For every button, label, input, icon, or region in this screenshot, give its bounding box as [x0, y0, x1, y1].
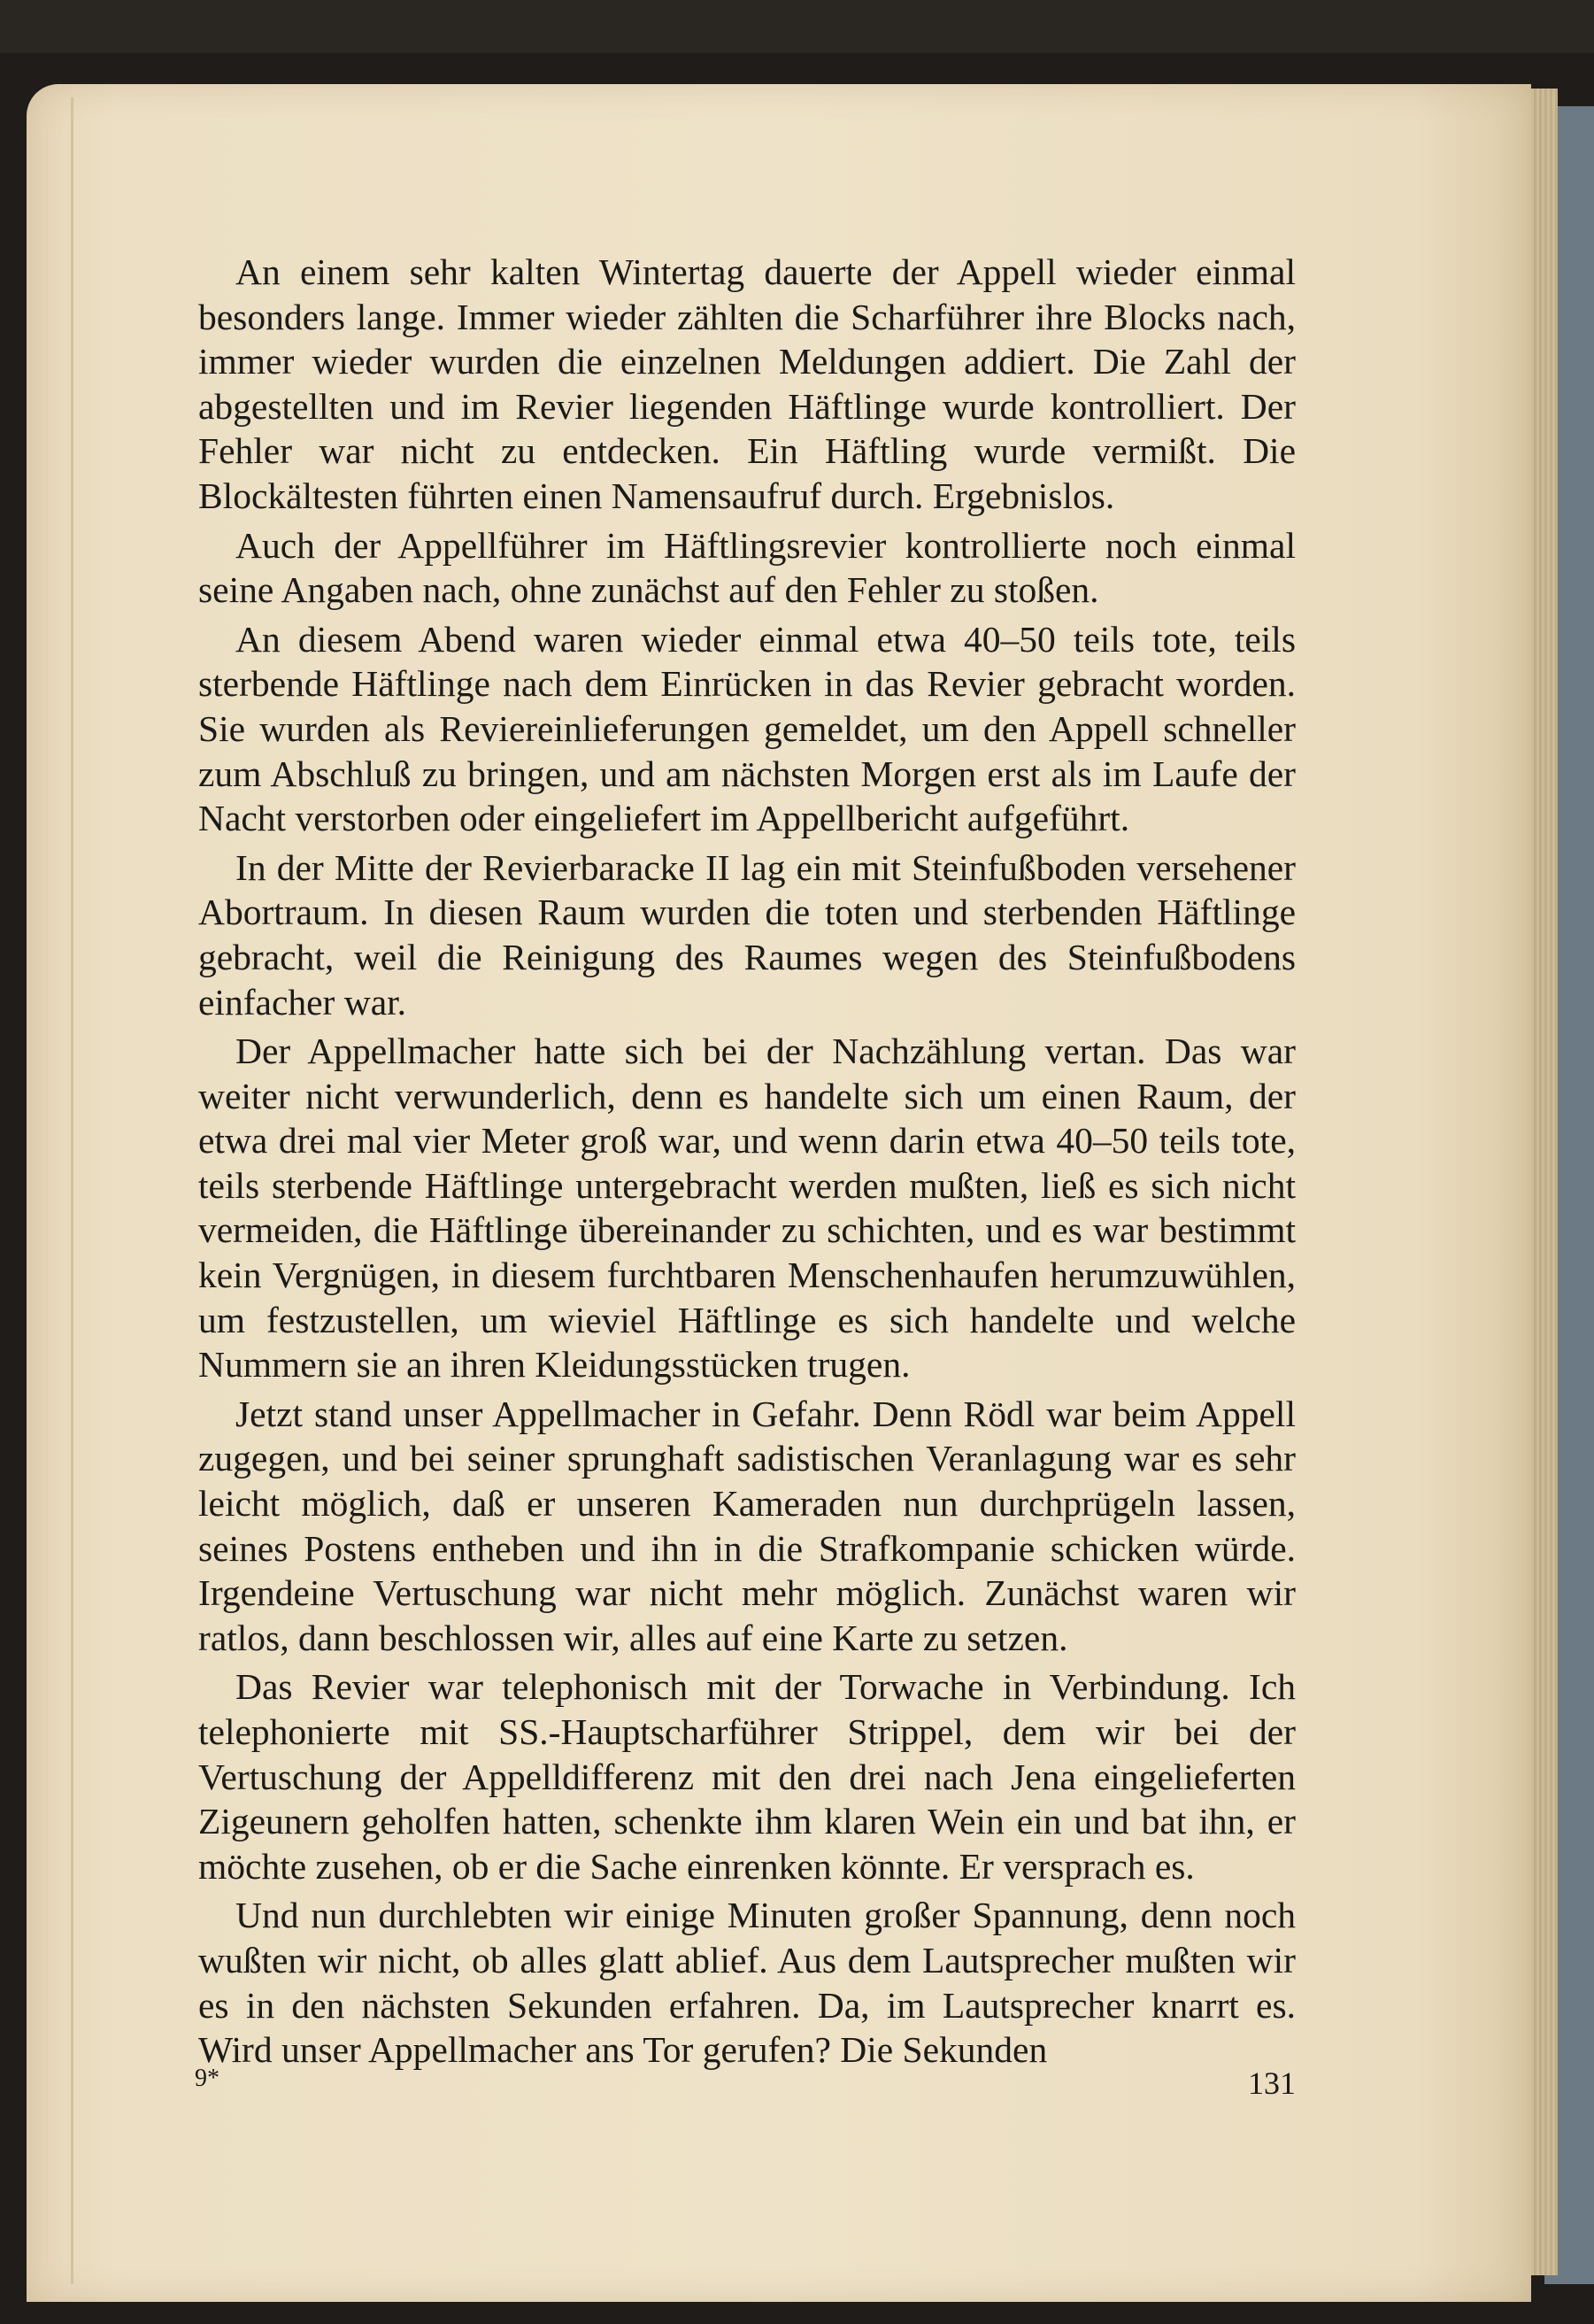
paragraph-4: In der Mitte der Revierbaracke II lag ein mit Steinfußboden versehener Abortraum. In diesen Raum wurden die toten und sterbenden Häftlinge gebracht, weil die Reinigung des Raumes wegen des Steinfußbodens einfacher war.	[198, 846, 1296, 1023]
signature-mark: 9*	[195, 2065, 219, 2092]
paragraph-6: Jetzt stand unser Appellmacher in Gefahr. Denn Rödl war beim Appell zugegen, und bei seiner sprunghaft sadistischen Veranlagung war es sehr leicht möglich, daß er unseren Kameraden nun durchprügeln lassen, seines Postens entheben und ihn in die Strafkompanie schicken würde. Irgendeine Vertuschung war nicht mehr möglich. Zunächst waren wir ratlos, dann beschlossen wir, alles auf eine Karte zu setzen.	[198, 1393, 1296, 1658]
paragraph-8: Und nun durchlebten wir einige Minuten großer Spannung, denn noch wußten wir nicht, ob alles glatt ablief. Aus dem Lautsprecher mußten wir es in den nächsten Sekunden erfahren. Da, im Lautsprecher knarrt es. Wird unser Appellmacher ans Tor gerufen? Die Sekunden	[198, 1895, 1296, 2071]
paragraph-5: Der Appellmacher hatte sich bei der Nachzählung vertan. Das war weiter nicht verwunderlich, denn es handelte sich um einen Raum, der etwa drei mal vier Meter groß war, und wenn darin etwa 40–50 teils tote, teils sterbende Häftlinge untergebracht werden mußten, ließ es sich nicht vermeiden, die Häftlinge übereinander zu schichten, und es war bestimmt kein Vergnügen, in diesem furchtbaren Menschenhaufen herumzuwühlen, um festzustellen, um wieviel Häftlinge es sich handelte und welche Nummern sie an ihren Kleidungsstücken trugen.	[198, 1031, 1296, 1386]
paragraph-1: An einem sehr kalten Wintertag dauerte der Appell wieder einmal besonders lange. Immer wieder zählten die Scharführer ihre Blocks nach, immer wieder wurden die einzelnen Meldungen addiert. Die Zahl der abgestellten und im Revier liegenden Häftlinge wurde kontrolliert. Der Fehler war nicht zu entdecken. Ein Häftling wurde vermißt. Die Blockältesten führten einen Namensaufruf durch. Ergebnislos.	[198, 251, 1296, 516]
page-number: 131	[1248, 2065, 1296, 2101]
page-gutter	[71, 97, 73, 2284]
body-text	[198, 250, 1296, 2077]
paragraph-2: Auch der Appellführer im Häftlingsrevier kontrollierte noch einmal seine Angaben nach, ohne zunächst auf den Fehler zu stoßen.	[198, 524, 1296, 611]
paragraph-7: Das Revier war telephonisch mit der Torwache in Verbindung. Ich telephonierte mit SS.-Hauptscharführer Strippel, dem wir bei der Vertuschung der Appelldifferenz mit den drei nach Jena eingelieferten Zigeunern geholfen hatten, schenkte ihm klaren Wein ein und bat ihn, er möchte zusehen, ob er die Sache einrenken könnte. Er versprach es.	[198, 1666, 1296, 1887]
paragraph-3: An diesem Abend waren wieder einmal etwa 40–50 teils tote, teils sterbende Häftlinge nach dem Einrücken in das Revier gebracht worden. Sie wurden als Reviereinlieferungen gemeldet, um den Appell schneller zum Abschluß zu bringen, und am nächsten Morgen erst als im Laufe der Nacht verstorben oder eingeliefert im Appellbericht aufgeführt.	[198, 618, 1296, 839]
